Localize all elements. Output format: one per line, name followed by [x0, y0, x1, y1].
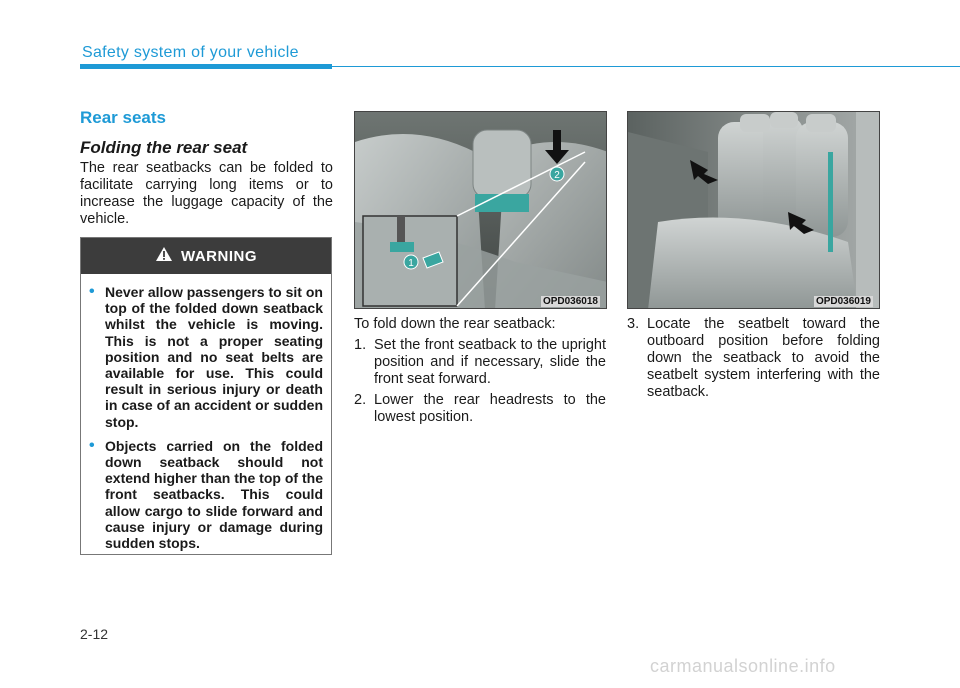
step-item: 1. Set the front seatback to the upright position and if necessary, slide the front seat forward. [354, 337, 606, 387]
procedure-steps [354, 337, 606, 426]
bullet-icon: • [89, 436, 95, 454]
warning-list [81, 274, 331, 551]
heading-rear-seats: Rear seats [80, 108, 167, 127]
figure-code: OPD036019 [815, 296, 871, 307]
procedure-column-2 [627, 316, 880, 405]
warning-item: • Never allow passengers to sit on top of the folded down seatback whilst the vehicle is moving. This is not a proper seating position and no seat belts are available for use. This could result in serious injury or death in case of an accident or sudden stop. [89, 283, 323, 430]
warning-item: • Objects carried on the folded down seatback should not extend higher than the top of the front seatbacks. This could allow cargo to slide forward and cause injury or damage during sudden stops. [89, 436, 323, 552]
figure-rear-seat-photo [627, 111, 880, 309]
page-number: 2-12 [80, 626, 109, 642]
section-title: Safety system of your vehicle [82, 44, 299, 61]
step-item: 2. Lower the rear headrests to the lowest position. [354, 392, 606, 425]
procedure-lead: To fold down the rear seatback: [354, 316, 556, 332]
warning-triangle-icon [155, 246, 173, 266]
procedure-column-1 [354, 316, 606, 430]
header-rule [332, 66, 960, 67]
warning-title: WARNING [181, 247, 257, 265]
procedure-steps-cont [627, 316, 880, 401]
header-accent-bar [80, 64, 332, 69]
bullet-icon: • [89, 283, 95, 300]
figure-code: OPD036018 [542, 296, 598, 307]
callout-1: 1 [408, 258, 414, 269]
subheading-folding: Folding the rear seat [80, 138, 248, 157]
step-item: 3. Locate the seatbelt toward the outboard position before folding down the seatback to avoid the seatbelt system interfering with the seatback. [627, 316, 880, 400]
watermark: carmanualsonline.info [650, 656, 836, 676]
intro-paragraph: The rear seatbacks can be folded to facilitate carrying long items or to increase the luggage capacity of the vehicle. [80, 160, 333, 227]
callout-2: 2 [554, 170, 560, 181]
warning-box [80, 237, 332, 555]
figure-headrest-photo [354, 111, 607, 309]
warning-header [81, 238, 331, 274]
